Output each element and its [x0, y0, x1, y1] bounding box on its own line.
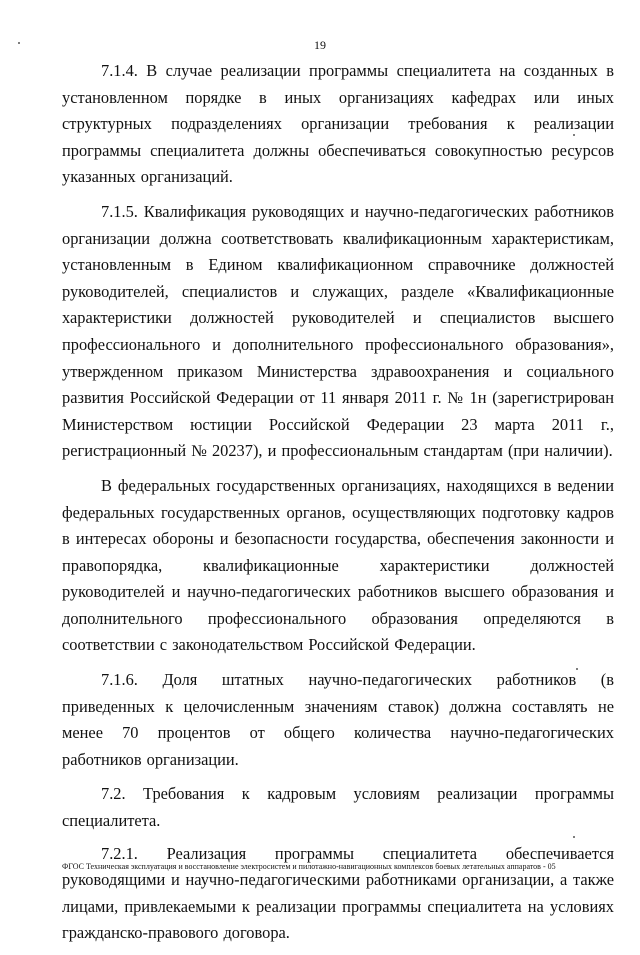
paragraph-7-2: 7.2. Требования к кадровым условиям реализации программы специалитета. — [62, 784, 614, 831]
paragraph-federal-organizations: В федеральных государственных организациях, находящихся в ведении федеральных государственных органов, осуществляющих подготовку кадров в интересах обороны и безопасности государства, обеспечения законности и правопорядка, квалификационные характеристики должностей руководителей и научно-педагогических работников высшего образования и дополнительного профессионального образования определяются в соответствии с законодательством Российской Федерации. — [62, 475, 614, 655]
scan-speck — [18, 42, 20, 44]
document-body — [62, 58, 614, 955]
scan-speck — [573, 134, 575, 136]
page-footer: ФГОС Техническая эксплуатация и восстановление электросистем и пилотажно-навигационных комплексов боевых летательных аппаратов - 05 — [62, 862, 556, 871]
page-number: 19 — [314, 38, 326, 52]
paragraph-7-1-5: 7.1.5. Квалификация руководящих и научно-педагогических работников организации должна соответствовать квалификационным характеристикам, установленным в Едином квалификационном справочнике должностей руководителей, специалистов и служащих, разделе «Квалификационные характеристики должностей руководителей и специалистов высшего профессионального и дополнительного профессионального образования», утвержденном приказом Министерства здравоохранения и социального развития Российской Федерации от 11 января 2011 г. № 1н (зарегистрирован Министерством юстиции Российской Федерации 23 марта 2011 г., регистрационный № 20237), и профессиональным стандартам (при наличии). — [62, 201, 614, 461]
paragraph-7-1-4: 7.1.4. В случае реализации программы специалитета на созданных в установленном порядке в иных организациях кафедрах или иных структурных подразделениях организации требования к реализации программы специалитета должны обеспечиваться совокупностью ресурсов указанных организаций. — [62, 61, 614, 187]
scan-speck — [576, 668, 578, 670]
paragraph-7-1-6: 7.1.6. Доля штатных научно-педагогических работников (в приведенных к целочисленным значениям ставок) должна составлять не менее 70 процентов от общего количества научно-педагогических работников организации. — [62, 670, 614, 769]
scan-speck — [573, 836, 575, 838]
paragraph-7-2-1: 7.2.1. Реализация программы специалитета обеспечивается руководящими и научно-педагогическими работниками организации, а также лицами, привлекаемыми к реализации программы специалитета на условиях гражданско-правового договора. — [62, 843, 614, 943]
